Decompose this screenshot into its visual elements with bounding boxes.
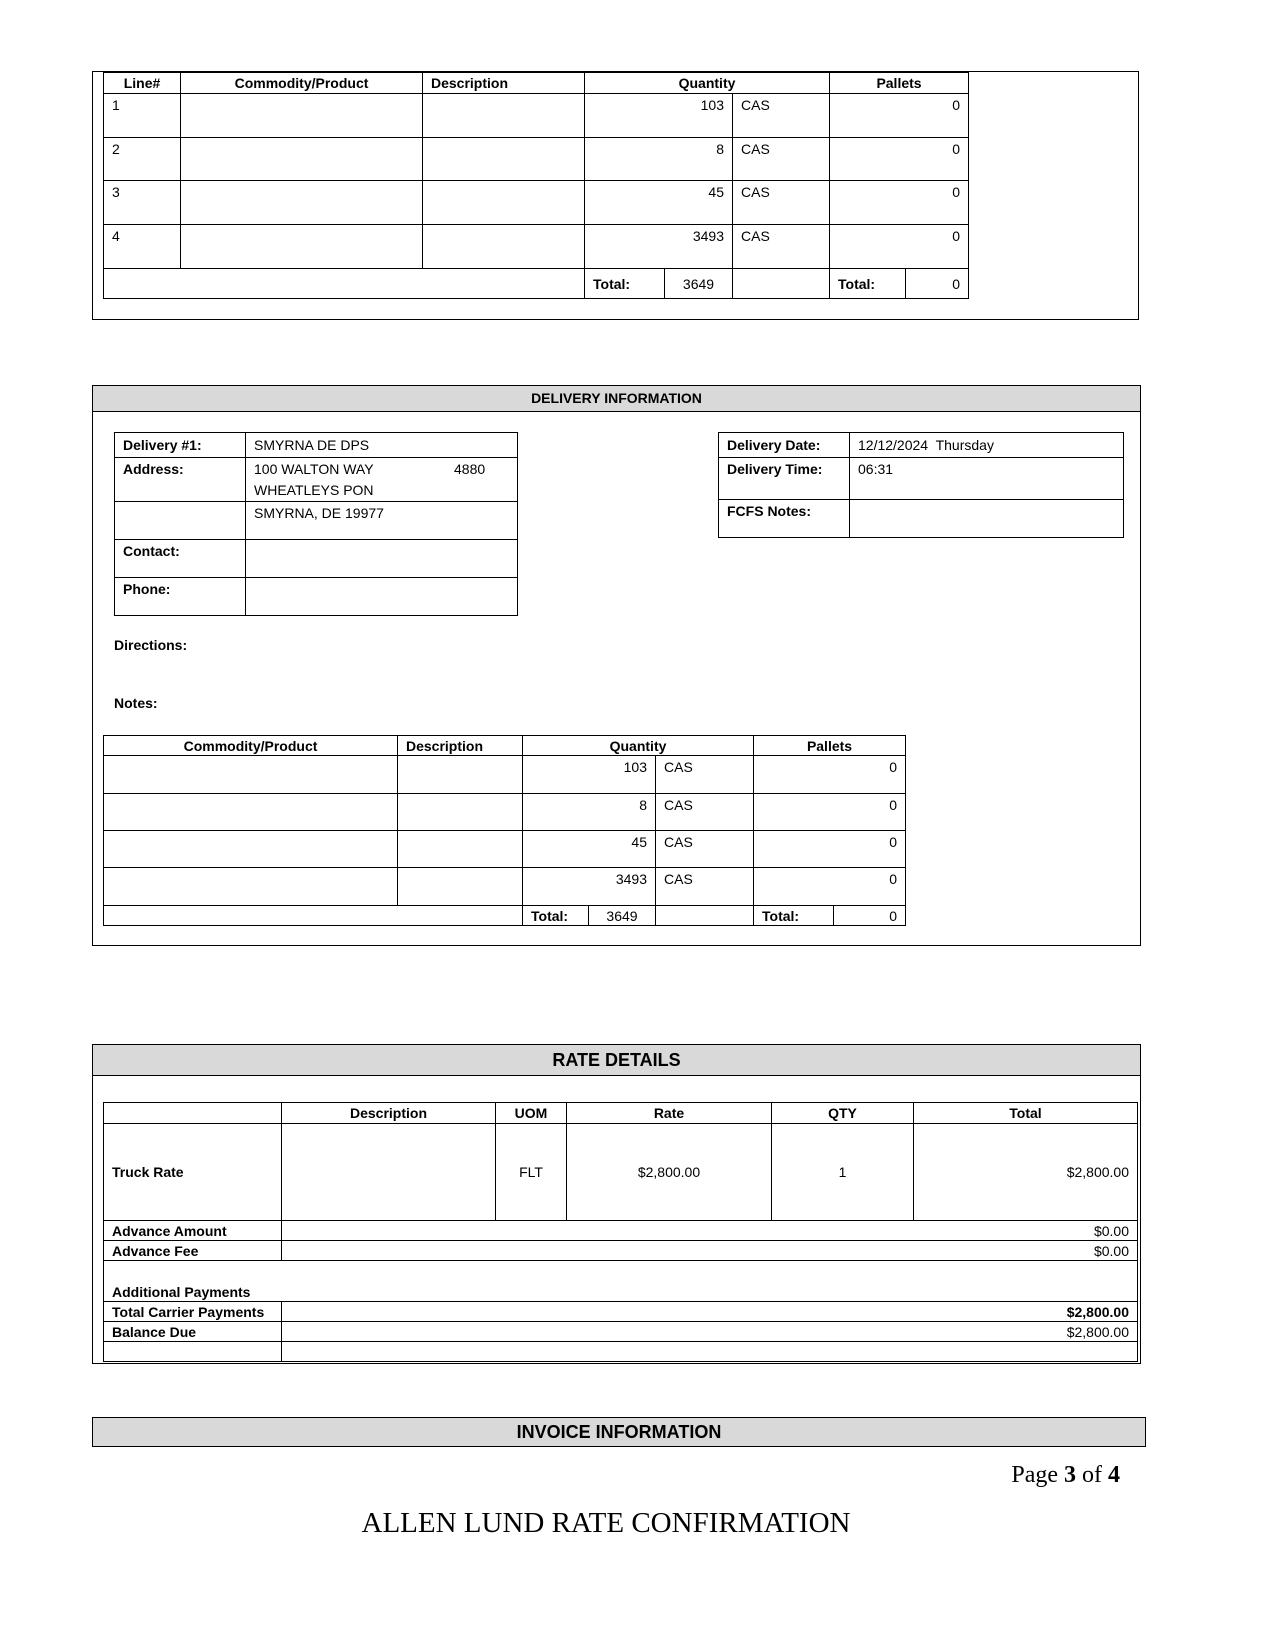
- truck-total: $2,800.00: [914, 1124, 1138, 1221]
- contact-label: Contact:: [115, 540, 246, 578]
- line-number: 4: [104, 225, 181, 269]
- table-row: [104, 831, 906, 868]
- quantity-value: 8: [523, 794, 656, 831]
- directions-label: Directions:: [114, 637, 188, 653]
- total-quantity: 3649: [665, 269, 733, 299]
- total-pallets: 0: [834, 906, 906, 926]
- advance-amount-value: $0.00: [282, 1221, 1138, 1241]
- document-title: ALLEN LUND RATE CONFIRMATION: [361, 1507, 851, 1539]
- line-number: 1: [104, 94, 181, 138]
- header-uom: UOM: [496, 1103, 567, 1124]
- address-line2: WHEATLEYS PON: [254, 482, 374, 498]
- address-line1: 100 WALTON WAY: [254, 461, 374, 477]
- uom-value: CAS: [733, 94, 830, 138]
- pallets-total-label: Total:: [754, 906, 834, 926]
- delivery-label: Delivery #1:: [115, 433, 246, 458]
- uom-value: CAS: [733, 225, 830, 269]
- total-pallets: 0: [906, 269, 969, 299]
- quantity-value: 103: [523, 756, 656, 794]
- uom-value: CAS: [733, 138, 830, 181]
- uom-value: CAS: [656, 868, 754, 906]
- delivery-date-table: [718, 432, 1124, 538]
- header-description: Description: [282, 1103, 496, 1124]
- total-carrier-value: $2,800.00: [282, 1302, 1138, 1322]
- header-quantity: Quantity: [585, 73, 830, 94]
- delivery-name: SMYRNA DE DPS: [246, 433, 518, 458]
- header-pallets: Pallets: [754, 736, 906, 756]
- balance-value: $2,800.00: [282, 1322, 1138, 1342]
- pallets-total-label: Total:: [830, 269, 906, 299]
- line-number: 3: [104, 181, 181, 225]
- header-line: Line#: [104, 73, 181, 94]
- table-row: [104, 225, 969, 269]
- uom-value: CAS: [656, 756, 754, 794]
- additional-payments-label: Additional Payments: [104, 1261, 1138, 1302]
- header-description: Description: [423, 73, 585, 94]
- advance-amount-label: Advance Amount: [104, 1221, 282, 1241]
- truck-rate: $2,800.00: [567, 1124, 772, 1221]
- truck-qty: 1: [772, 1124, 914, 1221]
- total-label: Total:: [585, 269, 665, 299]
- quantity-value: 103: [585, 94, 733, 138]
- pallets-value: 0: [754, 831, 906, 868]
- pallets-value: 0: [830, 225, 969, 269]
- delivery-address-table: [114, 432, 518, 616]
- uom-value: CAS: [733, 181, 830, 225]
- fcfs-label: FCFS Notes:: [719, 500, 850, 538]
- total-label: Total:: [523, 906, 589, 926]
- table-row: [104, 138, 969, 181]
- header-total: Total: [914, 1103, 1138, 1124]
- line-number: 2: [104, 138, 181, 181]
- pallets-value: 0: [830, 138, 969, 181]
- truck-rate-label: Truck Rate: [104, 1124, 282, 1221]
- address-label: Address:: [115, 458, 246, 502]
- invoice-section-title: INVOICE INFORMATION: [92, 1417, 1146, 1447]
- delivery-items-table: [103, 735, 906, 926]
- pallets-value: 0: [830, 181, 969, 225]
- table-row: [104, 181, 969, 225]
- advance-fee-value: $0.00: [282, 1241, 1138, 1261]
- uom-value: CAS: [656, 794, 754, 831]
- fcfs-value: [850, 500, 1124, 538]
- date-label: Delivery Date:: [719, 433, 850, 458]
- header-qty: QTY: [772, 1103, 914, 1124]
- truck-uom: FLT: [496, 1124, 567, 1221]
- uom-value: CAS: [656, 831, 754, 868]
- address-line3: SMYRNA, DE 19977: [246, 502, 518, 540]
- rate-table: [103, 1102, 1138, 1362]
- notes-label: Notes:: [114, 695, 158, 711]
- time-value: 06:31: [850, 458, 1124, 500]
- header-commodity: Commodity/Product: [104, 736, 398, 756]
- total-quantity: 3649: [589, 906, 656, 926]
- header-commodity: Commodity/Product: [181, 73, 423, 94]
- phone-value: [246, 578, 518, 616]
- time-label: Delivery Time:: [719, 458, 850, 500]
- header-rate: Rate: [567, 1103, 772, 1124]
- date-value: 12/12/2024 Thursday: [850, 433, 1124, 458]
- table-row: [104, 794, 906, 831]
- pallets-value: 0: [754, 756, 906, 794]
- total-carrier-label: Total Carrier Payments: [104, 1302, 282, 1322]
- phone-label: Phone:: [115, 578, 246, 616]
- header-pallets: Pallets: [830, 73, 969, 94]
- pickup-items-table: [103, 72, 969, 299]
- balance-label: Balance Due: [104, 1322, 282, 1342]
- page-number: Page 3 of 4: [1011, 1462, 1120, 1488]
- table-row: [104, 756, 906, 794]
- quantity-value: 3493: [523, 868, 656, 906]
- section-title: DELIVERY INFORMATION: [93, 386, 1140, 412]
- quantity-value: 45: [523, 831, 656, 868]
- table-row: [104, 868, 906, 906]
- quantity-value: 45: [585, 181, 733, 225]
- header-description: Description: [398, 736, 523, 756]
- table-row: [104, 94, 969, 138]
- pallets-value: 0: [830, 94, 969, 138]
- quantity-value: 3493: [585, 225, 733, 269]
- header-quantity: Quantity: [523, 736, 754, 756]
- quantity-value: 8: [585, 138, 733, 181]
- pallets-value: 0: [754, 868, 906, 906]
- contact-value: [246, 540, 518, 578]
- address-ref: 4880: [454, 461, 486, 477]
- advance-fee-label: Advance Fee: [104, 1241, 282, 1261]
- section-title: RATE DETAILS: [93, 1045, 1140, 1076]
- pallets-value: 0: [754, 794, 906, 831]
